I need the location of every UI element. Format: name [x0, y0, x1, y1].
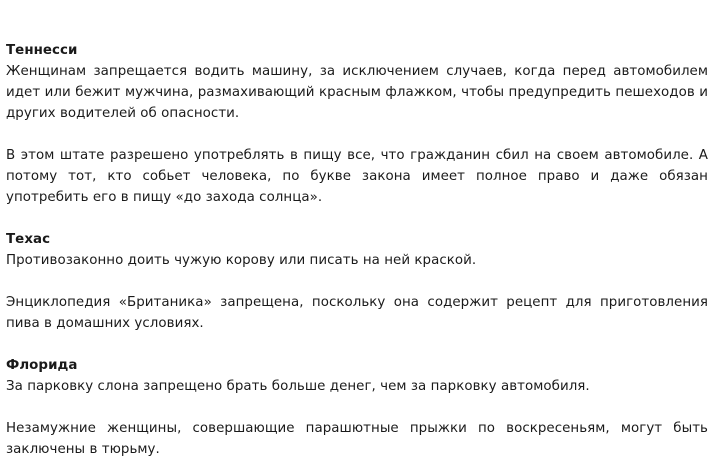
section-spacer: [6, 334, 708, 355]
law-paragraph: Незамужние женщины, совершающие парашютные прыжки по воскресеньям, могут быть заключены в тюрьму.: [6, 421, 708, 457]
law-paragraph: В этом штате разрешено употреблять в пищу все, что гражданин сбил на своем автомобиле. А потому тот, кто собьет человека, по букве закона имеет полное право и даже обязан употребить его в пищу «до захода солнца».: [6, 148, 708, 205]
section-heading: Техас: [6, 232, 51, 247]
section-tennessee: [6, 40, 708, 208]
paragraph-spacer: [6, 124, 708, 145]
section-heading: Теннесси: [6, 43, 78, 58]
section-texas: [6, 229, 708, 334]
section-florida: [6, 355, 708, 460]
section-spacer: [6, 208, 708, 229]
law-paragraph: За парковку слона запрещено брать больше денег, чем за парковку автомобиля.: [6, 379, 590, 394]
paragraph-spacer: [6, 397, 708, 418]
section-heading: Флорида: [6, 358, 78, 373]
law-paragraph: Энциклопедия «Британика» запрещена, поскольку она содержит рецепт для приготовления пива в домашних условиях.: [6, 295, 708, 331]
law-paragraph: Противозаконно доить чужую корову или писать на ней краской.: [6, 253, 477, 268]
paragraph-spacer: [6, 271, 708, 292]
law-paragraph: Женщинам запрещается водить машину, за исключением случаев, когда перед автомобилем идет или бежит мужчина, размахивающий красным флажком, чтобы предупредить пешеходов и других водителей об опасности.: [6, 64, 708, 121]
